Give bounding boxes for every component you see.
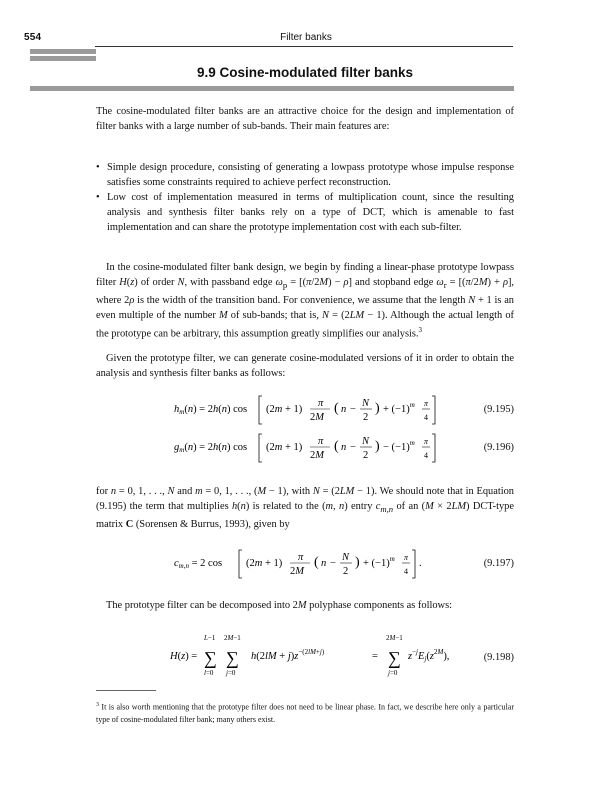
list-item: • Low cost of implementation measured in terms of multiplication count, since the resulting analysis and synthesis filter banks rely on a type of DCT, which is amenable to fast implementation and can share the prototype implementation cost with each sub-filter. [96,192,514,233]
svg-text:): ) [355,555,360,570]
footnote-text: It is also worth mentioning that the prototype filter does not need to be linear phase. In fact, we describe here only a particular type of cosine-modulated filter bank; many others exist. [96,702,515,724]
equation-number: (9.195) [483,404,514,415]
svg-text:cm,n = 2 cos: cm,n = 2 cos [174,558,223,570]
list-item: • Simple design procedure, consisting of generating a lowpass prototype whose impulse response satisfies some constraints required to achieve perfect reconstruction. [96,162,514,188]
svg-text:π: π [298,552,304,563]
svg-text:π: π [404,553,409,562]
svg-text:4: 4 [424,451,428,460]
section-bar [30,86,514,91]
svg-text:π: π [318,436,324,447]
svg-text:(: ( [314,555,319,570]
footnote-rule [96,690,156,691]
svg-text:L−1: L−1 [204,634,216,642]
svg-text:2M−1: 2M−1 [386,634,403,642]
svg-text:n: n [341,442,347,453]
equation-body [96,422,436,466]
svg-text:−: − [350,442,356,453]
running-title: Filter banks [280,32,332,43]
svg-text:−: − [350,404,356,415]
svg-text:.: . [419,558,422,569]
equation-number: (9.197) [483,558,514,569]
svg-text:(: ( [334,401,339,416]
svg-text:∑: ∑ [226,648,239,668]
svg-text:=: = [372,651,378,662]
section-title: 9.9 Cosine-modulated filter banks [196,65,414,80]
svg-text:∑: ∑ [388,648,401,668]
svg-text:gm(n) = 2h(n) cos: gm(n) = 2h(n) cos [174,442,248,454]
svg-text:2M−1: 2M−1 [224,634,241,642]
svg-text:2M: 2M [310,412,324,423]
svg-text:2M: 2M [290,566,304,577]
svg-text:(2m + 1): (2m + 1) [246,558,283,569]
svg-text:H(z) =: H(z) = [170,651,198,662]
footnote-mark: 3 [96,702,99,708]
svg-text:n: n [341,404,347,415]
svg-text:π: π [318,398,324,409]
svg-text:l=0: l=0 [204,669,214,677]
design-paragraph: In the cosine-modulated filter bank design, we begin by finding a linear-phase prototype lowpass filter H(z) of order N, with passband edge $\omega_p = [(\pi/2M) - \rho]$ and stopband edge $\omega_r = [(\pi/2M) + \rho]$, where 2ρ is the width of the transition band. For convenience, we assume that the length N + 1 is an even multiple of the number M of sub-bands; that is, N = (2LM − 1). Although the actual length of the prototype can be arbitrary, this assumption greatly simplifies our analysis.$^3$ [96,262,515,340]
svg-text:4: 4 [424,413,428,422]
svg-text:2M: 2M [310,450,324,461]
svg-text:n: n [321,558,327,569]
svg-text:−: − [330,558,336,569]
page-number: 554 [24,32,42,43]
svg-text:π: π [424,399,429,408]
svg-text:∑: ∑ [204,648,217,668]
svg-text:2: 2 [363,412,369,423]
svg-text:(: ( [334,439,339,454]
footnote [96,699,514,726]
decor-bar [30,56,96,61]
polyphase-paragraph: The prototype filter can be decomposed into 2M polyphase components as follows: [106,600,452,611]
svg-text:): ) [375,439,380,454]
svg-text:(2m + 1): (2m + 1) [266,404,303,415]
prototype-paragraph: Given the prototype filter, we can generate cosine-modulated versions of it in order to obtain the analysis and synthesis filter banks as follows: [96,353,514,379]
equation-9-198 [96,628,514,684]
svg-text:+ (−1)m: + $(-1)^m$ [383,401,415,415]
equation-9-197 [96,538,514,578]
svg-text:N: N [362,436,370,447]
equation-body [96,538,436,582]
equation-number: (9.196) [483,442,514,453]
decor-bar [30,49,96,54]
svg-text:2: 2 [363,450,369,461]
svg-text:hm(n) = 2h(n) cos: hm(n) = 2h(n) cos [174,404,248,416]
svg-text:z−jEj(z2M),: $z^{-j}Ej(z^{2M})$, [408,648,450,663]
equation-9-195 [96,384,514,424]
svg-text:N: N [362,398,370,409]
header-rule [95,46,513,47]
svg-text:j=0: j=0 [388,669,398,677]
intro-paragraph: The cosine-modulated filter banks are an attractive choice for the design and implementation of filter banks with a large number of sub-bands. Their main features are: [96,106,514,132]
equation-9-196 [96,422,514,462]
feature-list [96,160,514,235]
svg-text:− (−1)m: − $(-1)^m$ [383,439,415,453]
svg-text:2: 2 [343,566,349,577]
svg-text:j=0: j=0 [226,669,236,677]
svg-text:4: 4 [404,567,408,576]
svg-text:π: π [424,437,429,446]
svg-text:(2m + 1): (2m + 1) [266,442,303,453]
svg-text:N: N [342,552,350,563]
matrix-paragraph: for n = 0, 1, . . ., N and m = 0, 1, . . ., (M − 1), with N = (2LM − 1). We should note that in Equation (9.195) the term that multiplies h(n) is related to the (m, n) entry $c_{m,n}$ of an (M × 2LM) DCT-type matrix C (Sorensen & Burrus, 1993), given by [96,486,514,531]
svg-text:): ) [375,401,380,416]
equation-number: (9.198) [483,652,514,663]
equation-body [96,628,450,684]
svg-text:h(2lM + j)z−(2lM+j): $h(2lM + j)z^{-(2lM+j)}$ [251,648,325,662]
svg-text:+ (−1)m: + $(-1)^m$ [363,555,395,569]
